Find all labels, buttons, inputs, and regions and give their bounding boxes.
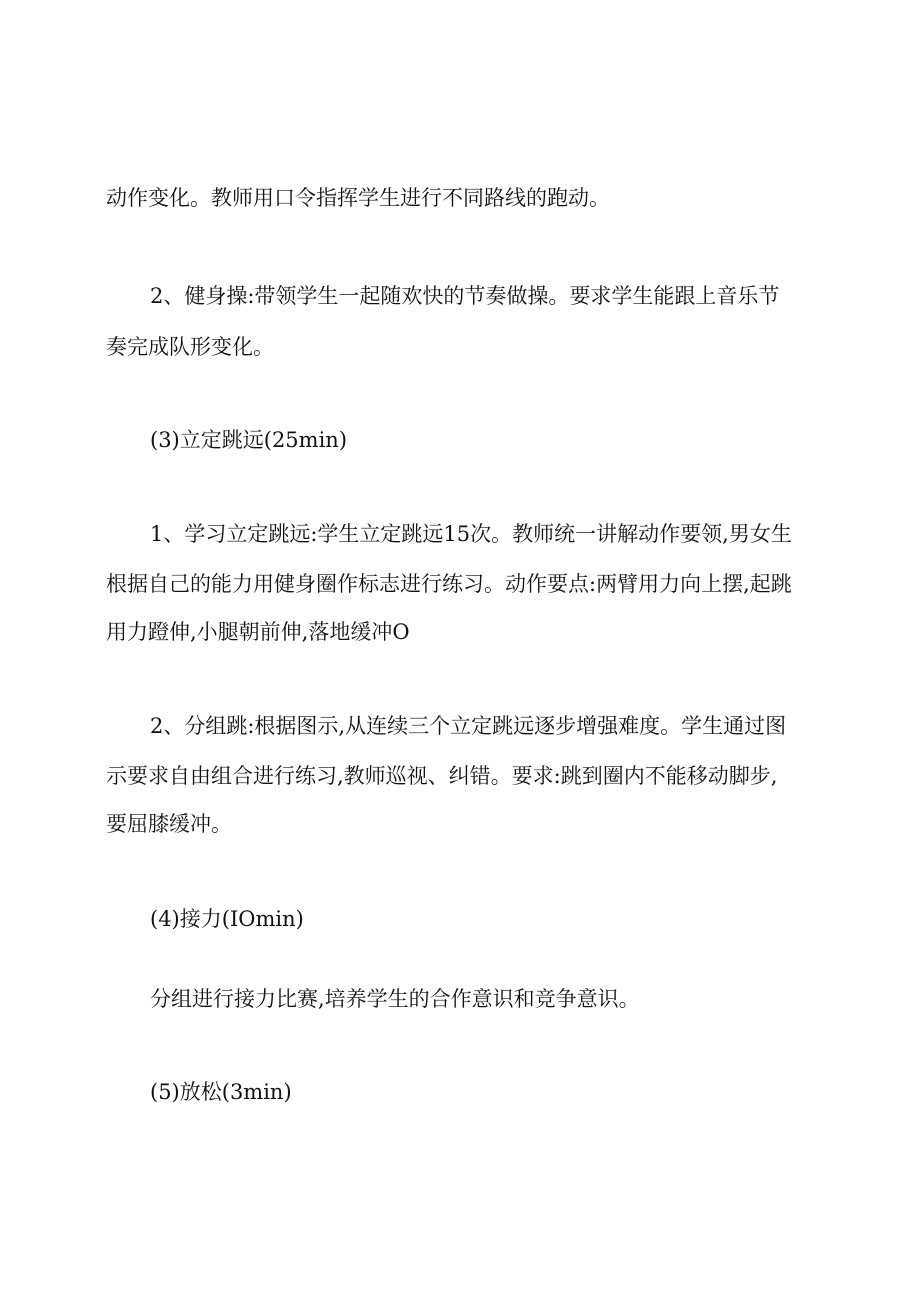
paragraph-line-2: 2、健身操:带领学生一起随欢快的节奏做操。要求学生能跟上音乐节 bbox=[150, 284, 780, 308]
paragraph-line-1: 动作变化。教师用口令指挥学生进行不同路线的跑动。 bbox=[106, 186, 610, 210]
paragraph-line-6: 根据自己的能力用健身圈作标志进行练习。动作要点:两臂用力向上摆,起跳 bbox=[106, 572, 792, 596]
paragraph-line-10: 要屈膝缓冲。 bbox=[106, 812, 232, 836]
section-heading-long-jump: (3)立定跳远(25min) bbox=[150, 428, 348, 452]
paragraph-line-3: 奏完成队形变化。 bbox=[106, 335, 274, 359]
paragraph-line-8: 2、分组跳:根据图示,从连续三个立定跳远逐步增强难度。学生通过图 bbox=[150, 714, 787, 738]
paragraph-line-7: 用力蹬伸,小腿朝前伸,落地缓冲O bbox=[106, 620, 410, 644]
paragraph-line-12: 分组进行接力比赛,培养学生的合作意识和竞争意识。 bbox=[150, 987, 640, 1011]
section-heading-relax: (5)放松(3min) bbox=[150, 1080, 292, 1104]
section-heading-relay: (4)接力(IOmin) bbox=[150, 907, 304, 931]
paragraph-line-9: 示要求自由组合进行练习,教师巡视、纠错。要求:跳到圈内不能移动脚步, bbox=[106, 764, 778, 788]
paragraph-line-5: 1、学习立定跳远:学生立定跳远15次。教师统一讲解动作要领,男女生 bbox=[150, 522, 792, 546]
